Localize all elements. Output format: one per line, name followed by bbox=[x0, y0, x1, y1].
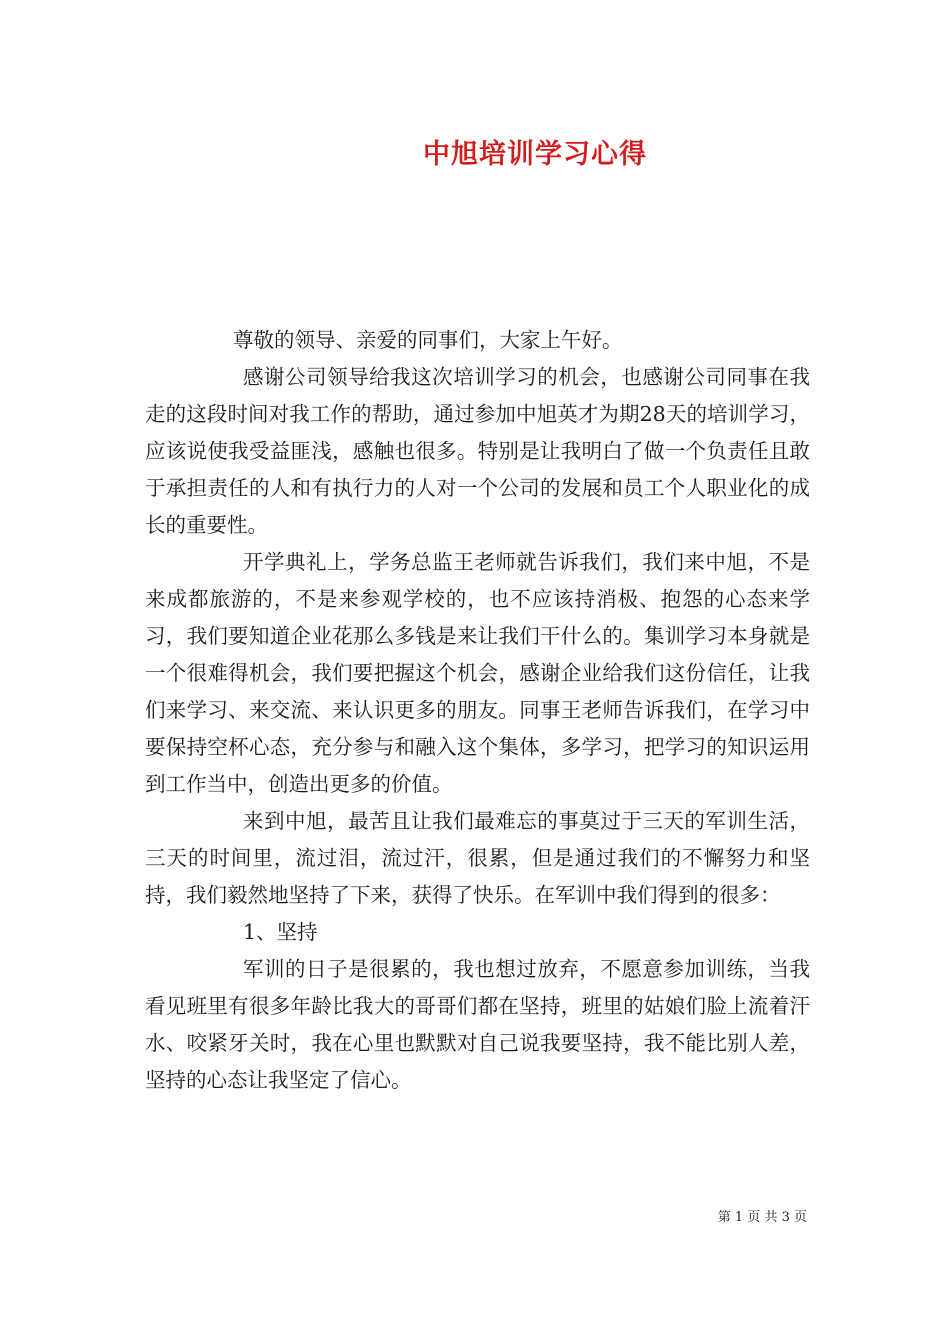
paragraph-persistence: 军训的日子是很累的，我也想过放弃，不愿意参加训练，当我看见班里有很多年龄比我大的哥哥们都在坚持，班里的姑娘们脸上流着汗水、咬紧牙关时，我在心里也默默对自己说我要坚持，我不能比别人差，坚持的心态让我坚定了信心。 bbox=[145, 957, 810, 1092]
document-body bbox=[145, 322, 810, 1099]
greeting-line: 尊敬的领导、亲爱的同事们，大家上午好。 bbox=[233, 328, 623, 352]
page-title: 中旭培训学习心得 bbox=[423, 139, 647, 170]
paragraph-opening-ceremony: 开学典礼上，学务总监王老师就告诉我们，我们来中旭，不是来成都旅游的，不是来参观学校的，也不应该持消极、抱怨的心态来学习，我们要知道企业花那么多钱是来让我们干什么的。集训学习本身就是一个很难得机会，我们要把握这个机会，感谢企业给我们这份信任，让我们来学习、来交流、来认识更多的朋友。同事王老师告诉我们，在学习中要保持空杯心态，充分参与和融入这个集体，多学习，把学习的知识运用到工作当中，创造出更多的价值。 bbox=[145, 550, 810, 796]
paragraph-gratitude: 感谢公司领导给我这次培训学习的机会，也感谢公司同事在我走的这段时间对我工作的帮助，通过参加中旭英才为期28天的培训学习，应该说使我受益匪浅，感触也很多。特别是让我明白了做一个负责任且敢于承担责任的人和有执行力的人对一个公司的发展和员工个人职业化的成长的重要性。 bbox=[145, 365, 810, 537]
section-heading-persistence: 1、坚持 bbox=[243, 920, 318, 944]
page-number-footer: 第 1 页 共 3 页 bbox=[717, 1210, 807, 1225]
paragraph-military-training: 来到中旭，最苦且让我们最难忘的事莫过于三天的军训生活，三天的时间里，流过泪，流过汗，很累，但是通过我们的不懈努力和坚持，我们毅然地坚持了下来，获得了快乐。在军训中我们得到的很多： bbox=[145, 809, 810, 907]
